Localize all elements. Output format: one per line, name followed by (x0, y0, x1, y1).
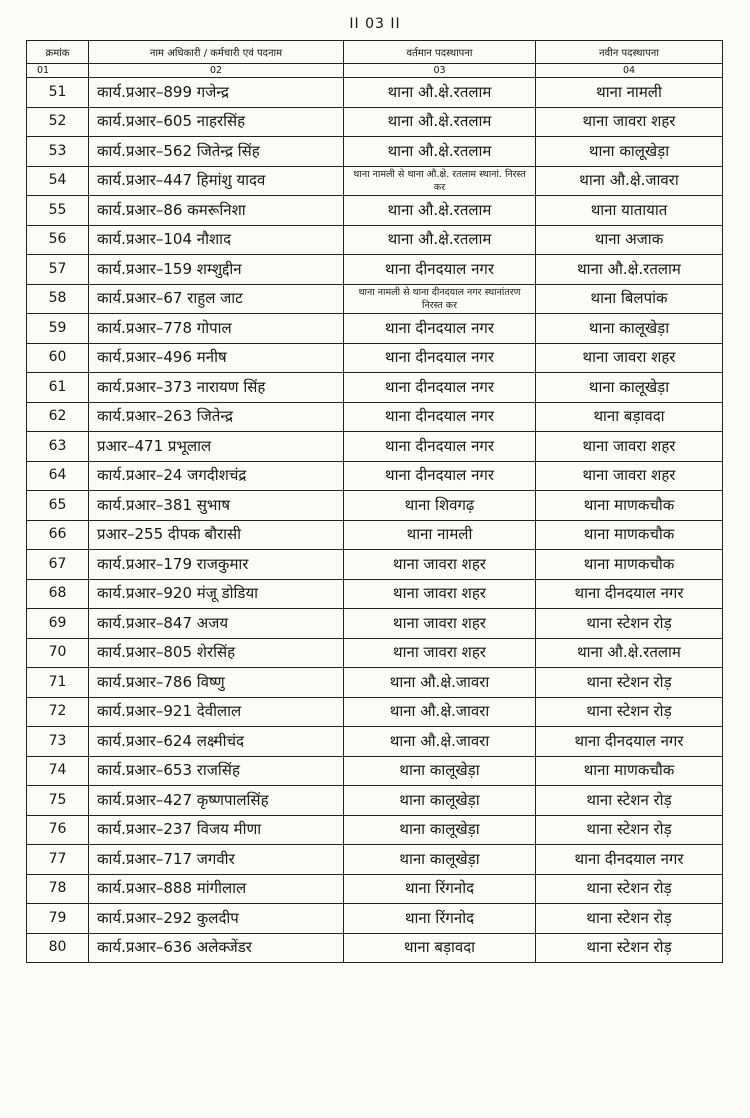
serial-cell: 52 (27, 107, 89, 137)
current-posting-cell: थाना औ.क्षे.रतलाम (344, 137, 536, 167)
serial-cell: 74 (27, 756, 89, 786)
new-posting-cell: थाना यातायात (536, 196, 723, 226)
current-posting-cell: थाना कालूखेड़ा (344, 815, 536, 845)
current-posting-cell: थाना दीनदयाल नगर (344, 432, 536, 462)
name-cell: कार्य.प्रआर–381 सुभाष (89, 491, 344, 521)
new-posting-cell: थाना स्टेशन रोड़ (536, 874, 723, 904)
header-serial: क्रमांक (27, 41, 89, 64)
current-posting-cell: थाना दीनदयाल नगर (344, 343, 536, 373)
serial-cell: 78 (27, 874, 89, 904)
serial-cell: 67 (27, 550, 89, 580)
new-posting-cell: थाना दीनदयाल नगर (536, 845, 723, 875)
name-cell: प्रआर–471 प्रभूलाल (89, 432, 344, 462)
serial-cell: 53 (27, 137, 89, 167)
name-cell: कार्य.प्रआर–805 शेरसिंह (89, 638, 344, 668)
new-posting-cell: थाना औ.क्षे.रतलाम (536, 255, 723, 285)
new-posting-cell: थाना जावरा शहर (536, 461, 723, 491)
table-row (27, 402, 723, 432)
column-number: 02 (89, 64, 344, 78)
current-posting-cell: थाना जावरा शहर (344, 609, 536, 639)
table-row (27, 432, 723, 462)
name-cell: कार्य.प्रआर–786 विष्णु (89, 668, 344, 698)
table-row (27, 137, 723, 167)
header-name: नाम अधिकारी / कर्मचारी एवं पदनाम (89, 41, 344, 64)
name-cell: कार्य.प्रआर–496 मनीष (89, 343, 344, 373)
name-cell: कार्य.प्रआर–104 नौशाद (89, 225, 344, 255)
serial-cell: 54 (27, 166, 89, 196)
serial-cell: 72 (27, 697, 89, 727)
table-row (27, 638, 723, 668)
current-posting-cell: थाना औ.क्षे.रतलाम (344, 196, 536, 226)
page-number: II 03 II (349, 16, 401, 32)
current-posting-cell: थाना नामली से थाना दीनदयाल नगर स्थानांतरण निरस्त कर (344, 284, 536, 314)
table-row (27, 697, 723, 727)
table-row (27, 255, 723, 285)
new-posting-cell: थाना स्टेशन रोड़ (536, 786, 723, 816)
serial-cell: 66 (27, 520, 89, 550)
current-posting-cell: थाना जावरा शहर (344, 579, 536, 609)
current-posting-cell: थाना दीनदयाल नगर (344, 314, 536, 344)
name-cell: कार्य.प्रआर–653 राजसिंह (89, 756, 344, 786)
current-posting-cell: थाना जावरा शहर (344, 638, 536, 668)
serial-cell: 60 (27, 343, 89, 373)
table-row (27, 874, 723, 904)
table-row (27, 284, 723, 314)
serial-cell: 79 (27, 904, 89, 934)
table-row (27, 78, 723, 108)
table-row (27, 579, 723, 609)
name-cell: कार्य.प्रआर–24 जगदीशचंद्र (89, 461, 344, 491)
name-cell: कार्य.प्रआर–921 देवीलाल (89, 697, 344, 727)
table-body (27, 78, 723, 963)
table-row (27, 314, 723, 344)
current-posting-cell: थाना दीनदयाल नगर (344, 373, 536, 403)
new-posting-cell: थाना माणकचौक (536, 756, 723, 786)
name-cell: कार्य.प्रआर–605 नाहरसिंह (89, 107, 344, 137)
table-row (27, 668, 723, 698)
current-posting-cell: थाना नामली से थाना औ.क्षे. रतलाम स्थानां. निरस्त कर (344, 166, 536, 196)
serial-cell: 64 (27, 461, 89, 491)
new-posting-cell: थाना औ.क्षे.रतलाम (536, 638, 723, 668)
table-row (27, 609, 723, 639)
name-cell: प्रआर–255 दीपक बौरासी (89, 520, 344, 550)
serial-cell: 61 (27, 373, 89, 403)
name-cell: कार्य.प्रआर–562 जितेन्द्र सिंह (89, 137, 344, 167)
current-posting-cell: थाना औ.क्षे.जावरा (344, 727, 536, 757)
current-posting-cell: थाना औ.क्षे.रतलाम (344, 107, 536, 137)
name-cell: कार्य.प्रआर–778 गोपाल (89, 314, 344, 344)
serial-cell: 62 (27, 402, 89, 432)
name-cell: कार्य.प्रआर–373 नारायण सिंह (89, 373, 344, 403)
header-row (27, 41, 723, 64)
header-current-posting: वर्तमान पदस्थापना (344, 41, 536, 64)
new-posting-cell: थाना जावरा शहर (536, 432, 723, 462)
current-posting-cell: थाना जावरा शहर (344, 550, 536, 580)
current-posting-cell: थाना रिंगनोद (344, 874, 536, 904)
table-row (27, 520, 723, 550)
new-posting-cell: थाना स्टेशन रोड़ (536, 933, 723, 963)
table-row (27, 166, 723, 196)
new-posting-cell: थाना माणकचौक (536, 491, 723, 521)
new-posting-cell: थाना नामली (536, 78, 723, 108)
column-number-row (27, 64, 723, 78)
table-row (27, 373, 723, 403)
new-posting-cell: थाना कालूखेड़ा (536, 314, 723, 344)
serial-cell: 75 (27, 786, 89, 816)
table-row (27, 225, 723, 255)
new-posting-cell: थाना माणकचौक (536, 550, 723, 580)
new-posting-cell: थाना दीनदयाल नगर (536, 579, 723, 609)
new-posting-cell: थाना स्टेशन रोड़ (536, 668, 723, 698)
name-cell: कार्य.प्रआर–920 मंजू डोडिया (89, 579, 344, 609)
current-posting-cell: थाना शिवगढ़ (344, 491, 536, 521)
current-posting-cell: थाना नामली (344, 520, 536, 550)
table-row (27, 933, 723, 963)
serial-cell: 58 (27, 284, 89, 314)
header-new-posting: नवीन पदस्थापना (536, 41, 723, 64)
current-posting-cell: थाना कालूखेड़ा (344, 786, 536, 816)
table-row (27, 107, 723, 137)
current-posting-cell: थाना औ.क्षे.रतलाम (344, 225, 536, 255)
table-row (27, 196, 723, 226)
table-row (27, 786, 723, 816)
table-row (27, 727, 723, 757)
serial-cell: 51 (27, 78, 89, 108)
table-row (27, 845, 723, 875)
serial-cell: 76 (27, 815, 89, 845)
name-cell: कार्य.प्रआर–292 कुलदीप (89, 904, 344, 934)
serial-cell: 68 (27, 579, 89, 609)
current-posting-cell: थाना औ.क्षे.जावरा (344, 697, 536, 727)
name-cell: कार्य.प्रआर–67 राहुल जाट (89, 284, 344, 314)
current-posting-cell: थाना दीनदयाल नगर (344, 461, 536, 491)
current-posting-cell: थाना कालूखेड़ा (344, 845, 536, 875)
current-posting-cell: थाना कालूखेड़ा (344, 756, 536, 786)
table-row (27, 904, 723, 934)
new-posting-cell: थाना दीनदयाल नगर (536, 727, 723, 757)
serial-cell: 73 (27, 727, 89, 757)
serial-cell: 63 (27, 432, 89, 462)
transfer-table (26, 40, 723, 963)
table-row (27, 756, 723, 786)
table-row (27, 343, 723, 373)
new-posting-cell: थाना माणकचौक (536, 520, 723, 550)
current-posting-cell: थाना औ.क्षे.जावरा (344, 668, 536, 698)
name-cell: कार्य.प्रआर–159 शम्शुद्दीन (89, 255, 344, 285)
name-cell: कार्य.प्रआर–636 अलेक्जेंडर (89, 933, 344, 963)
name-cell: कार्य.प्रआर–847 अजय (89, 609, 344, 639)
new-posting-cell: थाना स्टेशन रोड़ (536, 609, 723, 639)
name-cell: कार्य.प्रआर–624 लक्ष्मीचंद (89, 727, 344, 757)
current-posting-cell: थाना बड़ावदा (344, 933, 536, 963)
name-cell: कार्य.प्रआर–263 जितेन्द्र (89, 402, 344, 432)
name-cell: कार्य.प्रआर–179 राजकुमार (89, 550, 344, 580)
name-cell: कार्य.प्रआर–717 जगवीर (89, 845, 344, 875)
serial-cell: 80 (27, 933, 89, 963)
serial-cell: 70 (27, 638, 89, 668)
current-posting-cell: थाना दीनदयाल नगर (344, 255, 536, 285)
serial-cell: 65 (27, 491, 89, 521)
column-number: 04 (536, 64, 723, 78)
new-posting-cell: थाना स्टेशन रोड़ (536, 815, 723, 845)
column-number: 03 (344, 64, 536, 78)
name-cell: कार्य.प्रआर–447 हिमांशु यादव (89, 166, 344, 196)
table-row (27, 461, 723, 491)
column-number: 01 (27, 64, 89, 78)
name-cell: कार्य.प्रआर–86 कमरूनिशा (89, 196, 344, 226)
current-posting-cell: थाना दीनदयाल नगर (344, 402, 536, 432)
name-cell: कार्य.प्रआर–427 कृष्णपालसिंह (89, 786, 344, 816)
serial-cell: 77 (27, 845, 89, 875)
table-row (27, 491, 723, 521)
serial-cell: 71 (27, 668, 89, 698)
serial-cell: 57 (27, 255, 89, 285)
serial-cell: 56 (27, 225, 89, 255)
serial-cell: 69 (27, 609, 89, 639)
new-posting-cell: थाना बड़ावदा (536, 402, 723, 432)
current-posting-cell: थाना रिंगनोद (344, 904, 536, 934)
new-posting-cell: थाना स्टेशन रोड़ (536, 904, 723, 934)
new-posting-cell: थाना स्टेशन रोड़ (536, 697, 723, 727)
new-posting-cell: थाना जावरा शहर (536, 107, 723, 137)
serial-cell: 55 (27, 196, 89, 226)
name-cell: कार्य.प्रआर–888 मांगीलाल (89, 874, 344, 904)
name-cell: कार्य.प्रआर–237 विजय मीणा (89, 815, 344, 845)
new-posting-cell: थाना कालूखेड़ा (536, 373, 723, 403)
table-row (27, 550, 723, 580)
new-posting-cell: थाना औ.क्षे.जावरा (536, 166, 723, 196)
serial-cell: 59 (27, 314, 89, 344)
name-cell: कार्य.प्रआर–899 गजेन्द्र (89, 78, 344, 108)
current-posting-cell: थाना औ.क्षे.रतलाम (344, 78, 536, 108)
new-posting-cell: थाना बिलपांक (536, 284, 723, 314)
table-row (27, 815, 723, 845)
new-posting-cell: थाना जावरा शहर (536, 343, 723, 373)
new-posting-cell: थाना कालूखेड़ा (536, 137, 723, 167)
new-posting-cell: थाना अजाक (536, 225, 723, 255)
